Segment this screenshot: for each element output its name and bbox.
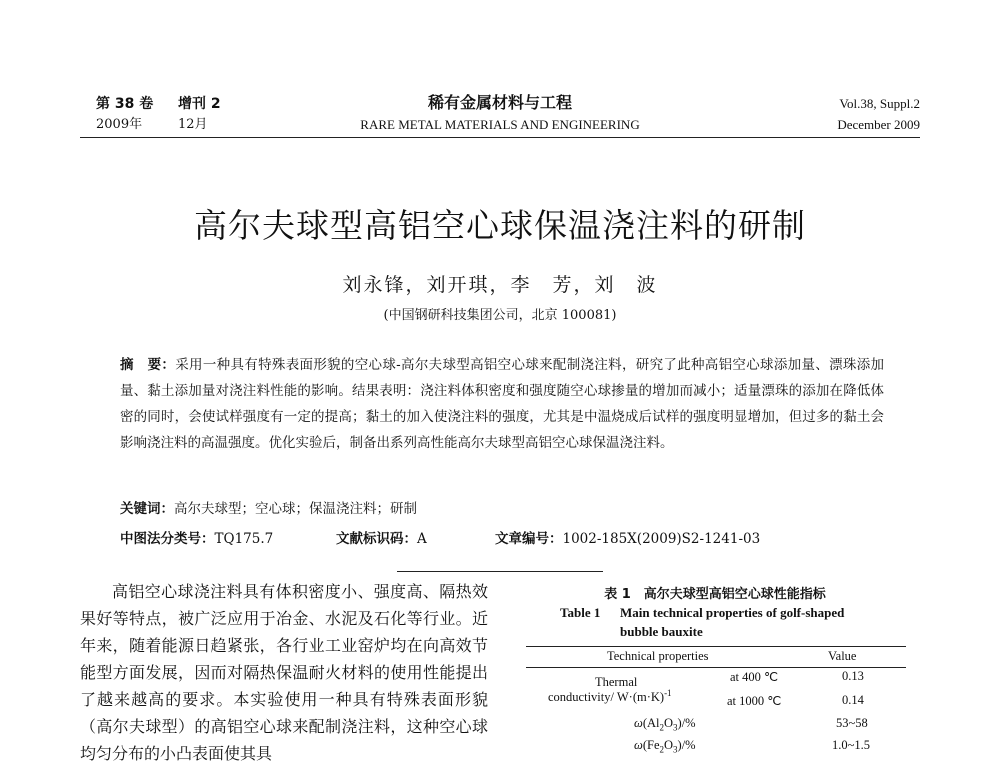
thermal-conductivity-unit-exp: -1 xyxy=(664,688,672,698)
abstract-label: 摘 要： xyxy=(120,357,176,373)
table-row-fe2o3-value: 1.0~1.5 xyxy=(832,738,871,752)
authors: 刘永锋，刘开琪，李 芳，刘 波 xyxy=(342,274,658,296)
journal-name-cn: 稀有金属材料与工程 xyxy=(427,93,572,112)
section-divider xyxy=(397,571,603,572)
year-cn: 2009年 xyxy=(96,117,143,132)
table-header-value: Value xyxy=(828,649,857,663)
article-number-label: 文章编号： xyxy=(495,531,563,547)
table-row-400-value: 0.13 xyxy=(842,669,864,683)
table-caption-cn: 表 1 高尔夫球型高铝空心球性能指标 xyxy=(604,587,826,602)
doc-code-label: 文献标识码： xyxy=(336,531,417,547)
table-row-al2o3-label: $\omega(Al_2O_3)/\%$ xyxy=(634,716,696,733)
affiliation: (中国钢研科技集团公司，北京 100081) xyxy=(383,308,617,323)
table-caption-en xyxy=(560,603,890,641)
table-header-property: Technical properties xyxy=(607,649,709,663)
table-header-rule xyxy=(526,667,906,668)
document-code xyxy=(336,527,427,547)
table-caption-label: Table 1 xyxy=(560,605,601,620)
table-row-400-cond: at 400 ℃ xyxy=(730,670,779,684)
doc-code-value: A xyxy=(417,531,427,547)
month-cn: 12月 xyxy=(178,117,208,132)
date-en: December 2009 xyxy=(837,117,920,132)
keywords xyxy=(120,497,417,517)
abstract xyxy=(120,352,884,456)
clc-number xyxy=(120,527,273,547)
table-top-rule xyxy=(526,646,906,647)
paper-title: 高尔夫球型高铝空心球保温浇注料的研制 xyxy=(194,206,806,245)
issue-cn: 增刊 2 xyxy=(178,96,221,112)
keywords-text: 高尔夫球型；空心球；保温浇注料；研制 xyxy=(174,501,417,517)
thermal-conductivity-label-line1: Thermal xyxy=(595,675,638,689)
article-number xyxy=(495,527,760,547)
clc-label: 中图法分类号： xyxy=(120,531,215,547)
body-paragraph: 高铝空心球浇注料具有体积密度小、强度高、隔热效果好等特点，被广泛应用于冶金、水泥及石化等行业。近年来，随着能源日趋紧张，各行业工业窑炉均在向高效节能型方面发展，因而对隔热保温耐火材料的使用性能提出了越来越高的要求。本实验使用一种具有特殊表面形貌（高尔夫球型）的高铝空心球来配制浇注料，这种空心球均匀分布的小凸表面使其具 xyxy=(80,582,488,763)
article-number-value: 1002-185X(2009)S2-1241-03 xyxy=(562,531,761,547)
volume-cn: 第 38 卷 xyxy=(96,96,154,112)
table-row-1000-value: 0.14 xyxy=(842,693,864,707)
keywords-label: 关键词： xyxy=(120,501,174,517)
table-row-1000-cond: at 1000 ℃ xyxy=(727,694,782,708)
table-row-al2o3-value: 53~58 xyxy=(836,716,868,730)
journal-name-en: RARE METAL MATERIALS AND ENGINEERING xyxy=(360,117,640,132)
table-caption-text: Main technical properties of golf-shaped bubble bauxite xyxy=(620,605,845,639)
header-rule xyxy=(80,137,920,138)
clc-value: TQ175.7 xyxy=(214,531,274,547)
abstract-text: 采用一种具有特殊表面形貌的空心球-高尔夫球型高铝空心球来配制浇注料，研究了此种高铝空心球添加量、漂珠添加量、黏土添加量对浇注料性能的影响。结果表明：浇注料体积密度和强度随空心球掺量的增加而减小；适量漂珠的添加在降低体密的同时，会使试样强度有一定的提高；黏土的加入使浇注料的强度，尤其是中温烧成后试样的强度明显增加，但过多的黏土会影响浇注料的高温强度。优化实验后，制备出系列高性能高尔夫球型高铝空心球保温浇注料。 xyxy=(120,357,884,451)
volume-en: Vol.38, Suppl.2 xyxy=(839,96,920,111)
thermal-conductivity-unit: conductivity/ W·(m·K) xyxy=(548,690,665,705)
thermal-conductivity-label-line2 xyxy=(548,688,672,705)
table-row-fe2o3-label: $\omega(Fe_2O_3)/\%$ xyxy=(634,738,696,755)
